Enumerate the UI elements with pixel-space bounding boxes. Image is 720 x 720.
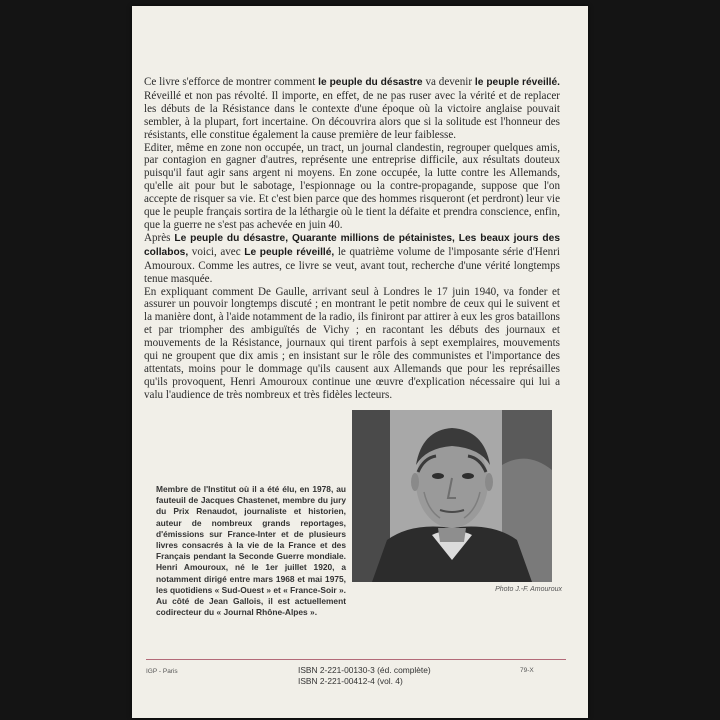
bold-title-run: le peuple du désastre bbox=[318, 77, 423, 88]
book-back-cover bbox=[132, 6, 588, 718]
blurb-paragraph-4: En expliquant comment De Gaulle, arrivant seul à Londres le 17 juin 1940, va fonder et assurer un pouvoir longtemps discuté ; en montrant le petit nombre de ceux qui le suivent et la manière dont, à l'aide notamment de la radio, ils finiront par attirer à eux les gros bataillons et par triompher des ambiguïtés de Vichy ; en racontant les débuts des journaux et mouvements de la Résistance, journaux qui tirent parfois à sept exemplaires, mouvements qui ne groupent que dix amis ; en insistant sur le rôle des communistes et l'importance des attentats, moins pour le dommage qu'ils causent aux Allemands que pour les représailles qu'ils provoquent, Henri Amouroux continue une œuvre d'explication nécessaire qui lui a valu l'audience de très nombreux et très fidèles lecteurs. bbox=[144, 285, 560, 401]
author-biography: Membre de l'Institut où il a été élu, en 1978, au fauteuil de Jacques Chastenet, membre du jury du Prix Renaudot, journaliste et historien, auteur de nombreux grands reportages, d'émissions sur France-Inter et de plusieurs livres consacrés à la vie de la France et des Français pendant la Seconde Guerre mondiale. Henri Amouroux, né le 1er juillet 1920, a notamment dirigé entre mars 1968 et mai 1975, les quotidiens « Sud-Ouest » et « France-Soir ». Au côté de Jean Gallois, il est actuellement codirecteur du « Journal Rhône-Alpes ». bbox=[156, 484, 346, 618]
bold-title-run: Le peuple réveillé, bbox=[244, 246, 335, 258]
text-run: Réveillé et non pas révolté. Il importe, en effet, de ne pas ruser avec la vérité et de replacer les débuts de la Résistance dans le contexte d'une époque où la victoire anglaise pouvait sembler, à la plupart, fort incertaine. On découvrira alors que si la solitude est l'honneur des résistants, elle constitue également la cause première de leur faiblesse. bbox=[144, 89, 560, 141]
blurb-paragraph-3 bbox=[144, 232, 560, 286]
footer-rule bbox=[146, 659, 566, 660]
bold-title-run: le peuple réveillé. bbox=[474, 77, 561, 88]
text-run: voici, avec bbox=[188, 245, 245, 258]
isbn-block bbox=[298, 665, 431, 686]
photo-credit: Photo J.-F. Amouroux bbox=[495, 586, 562, 593]
catalog-code: 79-X bbox=[520, 667, 534, 674]
text-run: Après bbox=[144, 231, 175, 244]
blurb-paragraph-2: Editer, même en zone non occupée, un tract, un journal clandestin, regrouper quelques amis, par contagion en gagner d'autres, représente une entreprise difficile, aux résultats douteux puisqu'il faut agir sans argent ni moyens. En zone occupée, la lutte contre les Allemands, qu'elle ait pour but le sabotage, l'espionnage ou la contre-propagande, suppose que l'on accepte de risquer sa vie. Et c'est bien parce que des hommes risqueront (et perdront) leur vie que le peuple français sortira de la léthargie où le tient la défaite et prendra conscience, enfin, que la guerre ne s'est pas achevée en juin 40. bbox=[144, 141, 560, 231]
author-portrait-photo bbox=[352, 410, 552, 582]
text-run: Ce livre s'efforce de montrer comment bbox=[144, 76, 319, 88]
printer-mark: IGP - Paris bbox=[146, 668, 178, 675]
isbn-complete-edition: ISBN 2-221-00130-3 (éd. complète) bbox=[298, 665, 431, 675]
text-run: va devenir bbox=[422, 76, 475, 88]
blurb-text bbox=[144, 76, 560, 402]
bold-title-run: Le peuple du désastre, Quarante millions de pétainistes, Les beaux jours des collabos, bbox=[144, 232, 560, 258]
isbn-volume-4: ISBN 2-221-00412-4 (vol. 4) bbox=[298, 675, 403, 686]
text-run: le quatrième volume de l'imposante série d'Henri Amouroux. Comme les autres, ce livre se veut, avant tout, recherche d'une vérité longtemps tenue masquée. bbox=[144, 245, 560, 285]
blurb-paragraph-1 bbox=[144, 76, 560, 142]
portrait-illustration bbox=[352, 410, 552, 582]
